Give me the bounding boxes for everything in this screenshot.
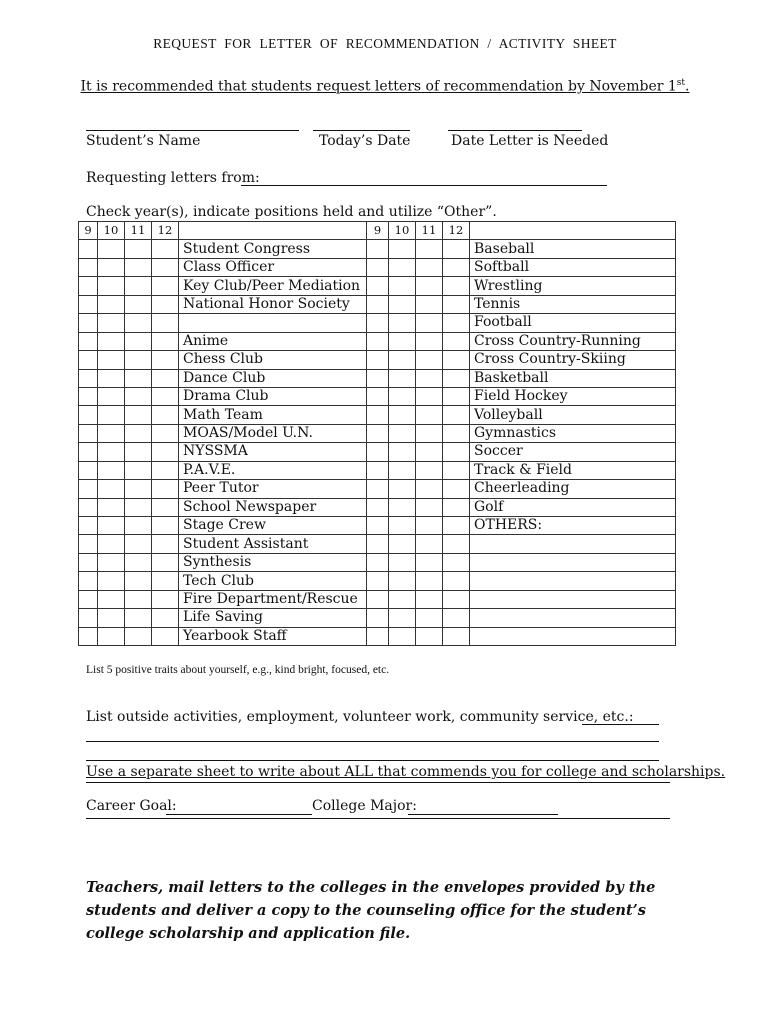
right-activity-cell[interactable]: Baseball — [470, 240, 676, 258]
right-grade-checkbox-11[interactable] — [416, 424, 443, 442]
right-activity-cell[interactable] — [470, 627, 676, 645]
right-grade-checkbox-12[interactable] — [443, 572, 470, 590]
left-grade-checkbox-11[interactable] — [125, 258, 152, 276]
left-grade-checkbox-10[interactable] — [98, 240, 125, 258]
recommendation-text: It is recommended that students request letters of recommendation by November 1 — [80, 78, 677, 95]
table-row — [79, 406, 676, 424]
right-grade-checkbox-12[interactable] — [443, 535, 470, 553]
college-major-label: College Major: — [312, 798, 417, 814]
left-grade-checkbox-9[interactable] — [79, 553, 98, 571]
right-grade-checkbox-12[interactable] — [443, 553, 470, 571]
right-grade-checkbox-11[interactable] — [416, 387, 443, 405]
outside-line-2[interactable] — [86, 760, 659, 761]
left-grade-checkbox-11[interactable] — [125, 332, 152, 350]
right-grade-checkbox-12[interactable] — [443, 461, 470, 479]
left-grade-checkbox-12[interactable] — [152, 443, 179, 461]
table-row — [79, 461, 676, 479]
left-grade-12-header: 12 — [152, 222, 179, 240]
date-needed-label: Date Letter is Needed — [451, 133, 609, 149]
left-grade-checkbox-12[interactable] — [152, 461, 179, 479]
left-grade-checkbox-10[interactable] — [98, 590, 125, 608]
left-grade-checkbox-10[interactable] — [98, 332, 125, 350]
table-row — [79, 369, 676, 387]
left-grade-checkbox-10[interactable] — [98, 277, 125, 295]
right-grade-checkbox-12[interactable] — [443, 443, 470, 461]
right-grade-checkbox-11[interactable] — [416, 314, 443, 332]
recommendation-sup: st — [676, 78, 686, 88]
left-grade-checkbox-10[interactable] — [98, 369, 125, 387]
right-grade-checkbox-11[interactable] — [416, 627, 443, 645]
right-grade-checkbox-11[interactable] — [416, 295, 443, 313]
grade-header-row — [79, 222, 676, 240]
left-activity-cell[interactable]: Math Team — [179, 406, 367, 424]
left-grade-checkbox-11[interactable] — [125, 387, 152, 405]
right-grade-checkbox-11[interactable] — [416, 332, 443, 350]
right-grade-checkbox-12[interactable] — [443, 277, 470, 295]
left-grade-checkbox-12[interactable] — [152, 258, 179, 276]
table-row — [79, 424, 676, 442]
right-grade-checkbox-12[interactable] — [443, 424, 470, 442]
table-row — [79, 240, 676, 258]
left-grade-checkbox-9[interactable] — [79, 480, 98, 498]
right-grade-checkbox-11[interactable] — [416, 498, 443, 516]
right-activity-cell[interactable]: OTHERS: — [470, 517, 676, 535]
right-grade-10-header: 10 — [389, 222, 416, 240]
table-row — [79, 443, 676, 461]
separate-sheet-rule — [86, 782, 670, 783]
left-grade-checkbox-12[interactable] — [152, 590, 179, 608]
right-activity-cell[interactable]: Cross Country-Running — [470, 332, 676, 350]
right-grade-checkbox-10[interactable] — [389, 609, 416, 627]
left-grade-checkbox-11[interactable] — [125, 461, 152, 479]
left-grade-checkbox-12[interactable] — [152, 553, 179, 571]
left-grade-checkbox-10[interactable] — [98, 258, 125, 276]
left-grade-checkbox-11[interactable] — [125, 351, 152, 369]
career-goal-line[interactable] — [166, 814, 312, 815]
right-grade-checkbox-11[interactable] — [416, 572, 443, 590]
right-grade-checkbox-9[interactable] — [367, 517, 389, 535]
right-grade-checkbox-12[interactable] — [443, 351, 470, 369]
right-grade-checkbox-9[interactable] — [367, 461, 389, 479]
left-grade-checkbox-11[interactable] — [125, 240, 152, 258]
left-grade-checkbox-10[interactable] — [98, 572, 125, 590]
right-grade-checkbox-10[interactable] — [389, 314, 416, 332]
right-grade-checkbox-9[interactable] — [367, 498, 389, 516]
left-grade-checkbox-11[interactable] — [125, 295, 152, 313]
right-activity-cell[interactable]: Cross Country-Skiing — [470, 351, 676, 369]
right-activity-cell[interactable]: Soccer — [470, 443, 676, 461]
left-grade-checkbox-9[interactable] — [79, 277, 98, 295]
right-activity-cell[interactable]: Softball — [470, 258, 676, 276]
right-grade-checkbox-11[interactable] — [416, 406, 443, 424]
left-grade-9-header: 9 — [79, 222, 98, 240]
student-name-line[interactable] — [86, 130, 299, 131]
right-grade-checkbox-12[interactable] — [443, 406, 470, 424]
table-row — [79, 535, 676, 553]
right-grade-checkbox-12[interactable] — [443, 627, 470, 645]
right-grade-checkbox-12[interactable] — [443, 609, 470, 627]
right-grade-checkbox-9[interactable] — [367, 258, 389, 276]
right-grade-checkbox-10[interactable] — [389, 332, 416, 350]
left-activity-cell[interactable]: Fire Department/Rescue — [179, 590, 367, 608]
left-grade-checkbox-11[interactable] — [125, 590, 152, 608]
right-grade-checkbox-10[interactable] — [389, 295, 416, 313]
left-grade-checkbox-11[interactable] — [125, 535, 152, 553]
left-grade-checkbox-12[interactable] — [152, 609, 179, 627]
left-grade-checkbox-11[interactable] — [125, 369, 152, 387]
right-grade-checkbox-12[interactable] — [443, 295, 470, 313]
right-activity-cell[interactable] — [470, 553, 676, 571]
table-row — [79, 517, 676, 535]
right-activity-cell[interactable]: Gymnastics — [470, 424, 676, 442]
right-activity-cell[interactable]: Tennis — [470, 295, 676, 313]
right-grade-checkbox-11[interactable] — [416, 535, 443, 553]
right-grade-checkbox-9[interactable] — [367, 443, 389, 461]
table-row — [79, 258, 676, 276]
left-grade-checkbox-9[interactable] — [79, 609, 98, 627]
right-grade-checkbox-11[interactable] — [416, 590, 443, 608]
left-activity-cell[interactable]: Stage Crew — [179, 517, 367, 535]
right-grade-checkbox-9[interactable] — [367, 369, 389, 387]
left-activity-cell[interactable]: NYSSMA — [179, 443, 367, 461]
left-grade-checkbox-9[interactable] — [79, 590, 98, 608]
left-activity-cell[interactable]: Yearbook Staff — [179, 627, 367, 645]
right-grade-checkbox-10[interactable] — [389, 572, 416, 590]
left-grade-checkbox-10[interactable] — [98, 424, 125, 442]
recommendation-note — [0, 78, 770, 95]
right-grade-checkbox-11[interactable] — [416, 240, 443, 258]
left-activity-cell[interactable]: Dance Club — [179, 369, 367, 387]
right-grade-checkbox-10[interactable] — [389, 424, 416, 442]
right-grade-checkbox-10[interactable] — [389, 387, 416, 405]
left-grade-checkbox-12[interactable] — [152, 535, 179, 553]
left-grade-checkbox-9[interactable] — [79, 461, 98, 479]
right-grade-checkbox-10[interactable] — [389, 369, 416, 387]
left-grade-checkbox-9[interactable] — [79, 443, 98, 461]
left-grade-checkbox-10[interactable] — [98, 295, 125, 313]
right-grade-checkbox-10[interactable] — [389, 627, 416, 645]
left-grade-checkbox-12[interactable] — [152, 498, 179, 516]
left-grade-11-header: 11 — [125, 222, 152, 240]
separate-sheet-note: Use a separate sheet to write about ALL that commends you for college and scholarships. — [86, 764, 726, 780]
date-needed-line[interactable] — [448, 130, 582, 131]
left-activity-cell[interactable]: Class Officer — [179, 258, 367, 276]
right-grade-checkbox-9[interactable] — [367, 351, 389, 369]
left-grade-checkbox-10[interactable] — [98, 609, 125, 627]
table-row — [79, 498, 676, 516]
left-activity-cell[interactable]: Chess Club — [179, 351, 367, 369]
left-grade-checkbox-9[interactable] — [79, 332, 98, 350]
table-row — [79, 314, 676, 332]
right-activity-cell[interactable]: Basketball — [470, 369, 676, 387]
left-grade-10-header: 10 — [98, 222, 125, 240]
right-grade-checkbox-12[interactable] — [443, 590, 470, 608]
left-grade-checkbox-12[interactable] — [152, 295, 179, 313]
right-grade-checkbox-9[interactable] — [367, 277, 389, 295]
right-activity-cell[interactable] — [470, 572, 676, 590]
right-activity-header — [470, 222, 676, 240]
table-row — [79, 572, 676, 590]
right-grade-checkbox-10[interactable] — [389, 590, 416, 608]
right-grade-checkbox-11[interactable] — [416, 480, 443, 498]
requesting-line[interactable] — [241, 185, 607, 186]
right-grade-checkbox-9[interactable] — [367, 572, 389, 590]
left-grade-checkbox-10[interactable] — [98, 480, 125, 498]
left-grade-checkbox-9[interactable] — [79, 424, 98, 442]
left-grade-checkbox-12[interactable] — [152, 314, 179, 332]
left-activity-cell[interactable]: National Honor Society — [179, 295, 367, 313]
right-grade-checkbox-10[interactable] — [389, 480, 416, 498]
left-grade-checkbox-9[interactable] — [79, 406, 98, 424]
right-grade-checkbox-9[interactable] — [367, 295, 389, 313]
right-grade-checkbox-11[interactable] — [416, 553, 443, 571]
right-activity-cell[interactable]: Cheerleading — [470, 480, 676, 498]
career-goal-label: Career Goal: — [86, 798, 177, 814]
left-grade-checkbox-12[interactable] — [152, 406, 179, 424]
right-grade-checkbox-12[interactable] — [443, 498, 470, 516]
right-activity-cell[interactable]: Golf — [470, 498, 676, 516]
page-title: REQUEST FOR LETTER OF RECOMMENDATION / ACTIVITY SHEET — [153, 36, 617, 51]
left-activity-cell[interactable]: Peer Tutor — [179, 480, 367, 498]
table-row — [79, 609, 676, 627]
left-grade-checkbox-11[interactable] — [125, 424, 152, 442]
left-activity-header — [179, 222, 367, 240]
recommendation-end: . — [685, 78, 690, 95]
table-row — [79, 553, 676, 571]
career-rule — [86, 818, 670, 819]
left-activity-cell[interactable]: Student Assistant — [179, 535, 367, 553]
left-grade-checkbox-9[interactable] — [79, 369, 98, 387]
right-grade-checkbox-11[interactable] — [416, 369, 443, 387]
table-row — [79, 351, 676, 369]
right-grade-checkbox-11[interactable] — [416, 258, 443, 276]
left-activity-cell[interactable]: Drama Club — [179, 387, 367, 405]
right-grade-checkbox-12[interactable] — [443, 258, 470, 276]
right-grade-checkbox-9[interactable] — [367, 480, 389, 498]
right-grade-checkbox-9[interactable] — [367, 314, 389, 332]
left-grade-checkbox-12[interactable] — [152, 277, 179, 295]
left-grade-checkbox-9[interactable] — [79, 627, 98, 645]
right-grade-checkbox-10[interactable] — [389, 277, 416, 295]
right-grade-checkbox-9[interactable] — [367, 332, 389, 350]
outside-line-1[interactable] — [86, 741, 659, 742]
right-grade-checkbox-9[interactable] — [367, 609, 389, 627]
right-grade-checkbox-12[interactable] — [443, 314, 470, 332]
right-grade-checkbox-11[interactable] — [416, 277, 443, 295]
left-grade-checkbox-9[interactable] — [79, 240, 98, 258]
left-grade-checkbox-9[interactable] — [79, 314, 98, 332]
left-activity-cell[interactable]: School Newspaper — [179, 498, 367, 516]
right-grade-checkbox-10[interactable] — [389, 517, 416, 535]
table-row — [79, 387, 676, 405]
right-grade-checkbox-12[interactable] — [443, 517, 470, 535]
left-grade-checkbox-9[interactable] — [79, 387, 98, 405]
left-grade-checkbox-11[interactable] — [125, 277, 152, 295]
left-grade-checkbox-11[interactable] — [125, 480, 152, 498]
right-grade-checkbox-9[interactable] — [367, 240, 389, 258]
right-grade-checkbox-10[interactable] — [389, 553, 416, 571]
right-activity-cell[interactable]: Field Hockey — [470, 387, 676, 405]
right-grade-checkbox-9[interactable] — [367, 553, 389, 571]
right-grade-checkbox-9[interactable] — [367, 627, 389, 645]
left-grade-checkbox-10[interactable] — [98, 351, 125, 369]
left-grade-checkbox-10[interactable] — [98, 443, 125, 461]
right-grade-12-header: 12 — [443, 222, 470, 240]
right-grade-checkbox-9[interactable] — [367, 590, 389, 608]
outside-line-0[interactable] — [582, 724, 659, 725]
left-grade-checkbox-9[interactable] — [79, 517, 98, 535]
table-row — [79, 295, 676, 313]
left-grade-checkbox-11[interactable] — [125, 443, 152, 461]
traits-prompt: List 5 positive traits about yourself, e.g., kind bright, focused, etc. — [86, 664, 390, 676]
left-grade-checkbox-10[interactable] — [98, 314, 125, 332]
right-grade-checkbox-11[interactable] — [416, 517, 443, 535]
college-major-line[interactable] — [408, 814, 558, 815]
left-activity-cell[interactable]: Life Saving — [179, 609, 367, 627]
right-grade-checkbox-10[interactable] — [389, 258, 416, 276]
teacher-note: Teachers, mail letters to the colleges in the envelopes provided by the students and deliver a copy to the counseling office for the student’s college scholarship and application file. — [86, 879, 656, 942]
table-row — [79, 277, 676, 295]
left-grade-checkbox-11[interactable] — [125, 498, 152, 516]
right-grade-checkbox-11[interactable] — [416, 609, 443, 627]
table-row — [79, 627, 676, 645]
left-grade-checkbox-10[interactable] — [98, 553, 125, 571]
right-grade-checkbox-10[interactable] — [389, 240, 416, 258]
left-grade-checkbox-9[interactable] — [79, 498, 98, 516]
left-activity-cell[interactable] — [179, 314, 367, 332]
right-grade-checkbox-9[interactable] — [367, 406, 389, 424]
left-grade-checkbox-12[interactable] — [152, 240, 179, 258]
right-grade-checkbox-12[interactable] — [443, 332, 470, 350]
left-grade-checkbox-11[interactable] — [125, 572, 152, 590]
left-grade-checkbox-12[interactable] — [152, 351, 179, 369]
left-grade-checkbox-12[interactable] — [152, 387, 179, 405]
right-activity-cell[interactable] — [470, 609, 676, 627]
left-grade-checkbox-9[interactable] — [79, 295, 98, 313]
student-name-label: Student’s Name — [86, 133, 201, 149]
right-grade-checkbox-12[interactable] — [443, 387, 470, 405]
table-row — [79, 480, 676, 498]
left-grade-checkbox-12[interactable] — [152, 480, 179, 498]
right-grade-checkbox-12[interactable] — [443, 480, 470, 498]
table-row — [79, 590, 676, 608]
outside-prompt: List outside activities, employment, volunteer work, community service, etc.: — [86, 709, 634, 725]
right-grade-checkbox-9[interactable] — [367, 387, 389, 405]
left-grade-checkbox-9[interactable] — [79, 572, 98, 590]
right-grade-checkbox-9[interactable] — [367, 535, 389, 553]
right-grade-checkbox-10[interactable] — [389, 406, 416, 424]
left-grade-checkbox-9[interactable] — [79, 258, 98, 276]
left-grade-checkbox-12[interactable] — [152, 517, 179, 535]
left-grade-checkbox-10[interactable] — [98, 461, 125, 479]
left-grade-checkbox-10[interactable] — [98, 387, 125, 405]
left-activity-cell[interactable]: P.A.V.E. — [179, 461, 367, 479]
right-activity-cell[interactable] — [470, 535, 676, 553]
left-activity-cell[interactable]: Student Congress — [179, 240, 367, 258]
activity-table — [78, 221, 676, 646]
left-activity-cell[interactable]: Synthesis — [179, 553, 367, 571]
right-grade-checkbox-12[interactable] — [443, 240, 470, 258]
left-grade-checkbox-11[interactable] — [125, 553, 152, 571]
right-grade-checkbox-10[interactable] — [389, 351, 416, 369]
right-activity-cell[interactable]: Track & Field — [470, 461, 676, 479]
right-activity-cell[interactable] — [470, 590, 676, 608]
left-grade-checkbox-10[interactable] — [98, 517, 125, 535]
left-grade-checkbox-12[interactable] — [152, 627, 179, 645]
right-grade-checkbox-11[interactable] — [416, 443, 443, 461]
todays-date-label: Today’s Date — [319, 133, 411, 149]
right-grade-11-header: 11 — [416, 222, 443, 240]
right-activity-cell[interactable]: Wrestling — [470, 277, 676, 295]
right-grade-checkbox-10[interactable] — [389, 443, 416, 461]
left-grade-checkbox-10[interactable] — [98, 498, 125, 516]
left-activity-cell[interactable]: Anime — [179, 332, 367, 350]
left-activity-cell[interactable]: Tech Club — [179, 572, 367, 590]
todays-date-line[interactable] — [313, 130, 410, 131]
left-grade-checkbox-10[interactable] — [98, 406, 125, 424]
requesting-label: Requesting letters from: — [86, 170, 260, 186]
left-activity-cell[interactable]: MOAS/Model U.N. — [179, 424, 367, 442]
left-grade-checkbox-10[interactable] — [98, 535, 125, 553]
right-grade-9-header: 9 — [367, 222, 389, 240]
right-grade-checkbox-11[interactable] — [416, 461, 443, 479]
right-grade-checkbox-11[interactable] — [416, 351, 443, 369]
table-row — [79, 332, 676, 350]
left-grade-checkbox-10[interactable] — [98, 627, 125, 645]
right-grade-checkbox-10[interactable] — [389, 535, 416, 553]
left-grade-checkbox-12[interactable] — [152, 424, 179, 442]
left-grade-checkbox-12[interactable] — [152, 332, 179, 350]
left-grade-checkbox-11[interactable] — [125, 406, 152, 424]
left-grade-checkbox-9[interactable] — [79, 351, 98, 369]
right-activity-cell[interactable]: Football — [470, 314, 676, 332]
right-grade-checkbox-9[interactable] — [367, 424, 389, 442]
right-grade-checkbox-12[interactable] — [443, 369, 470, 387]
left-grade-checkbox-11[interactable] — [125, 627, 152, 645]
left-grade-checkbox-9[interactable] — [79, 535, 98, 553]
right-activity-cell[interactable]: Volleyball — [470, 406, 676, 424]
right-grade-checkbox-10[interactable] — [389, 498, 416, 516]
left-activity-cell[interactable]: Key Club/Peer Mediation — [179, 277, 367, 295]
left-grade-checkbox-11[interactable] — [125, 314, 152, 332]
right-grade-checkbox-10[interactable] — [389, 461, 416, 479]
left-grade-checkbox-12[interactable] — [152, 572, 179, 590]
left-grade-checkbox-11[interactable] — [125, 609, 152, 627]
left-grade-checkbox-12[interactable] — [152, 369, 179, 387]
check-instruction: Check year(s), indicate positions held and utilize “Other”. — [86, 204, 497, 220]
left-grade-checkbox-11[interactable] — [125, 517, 152, 535]
